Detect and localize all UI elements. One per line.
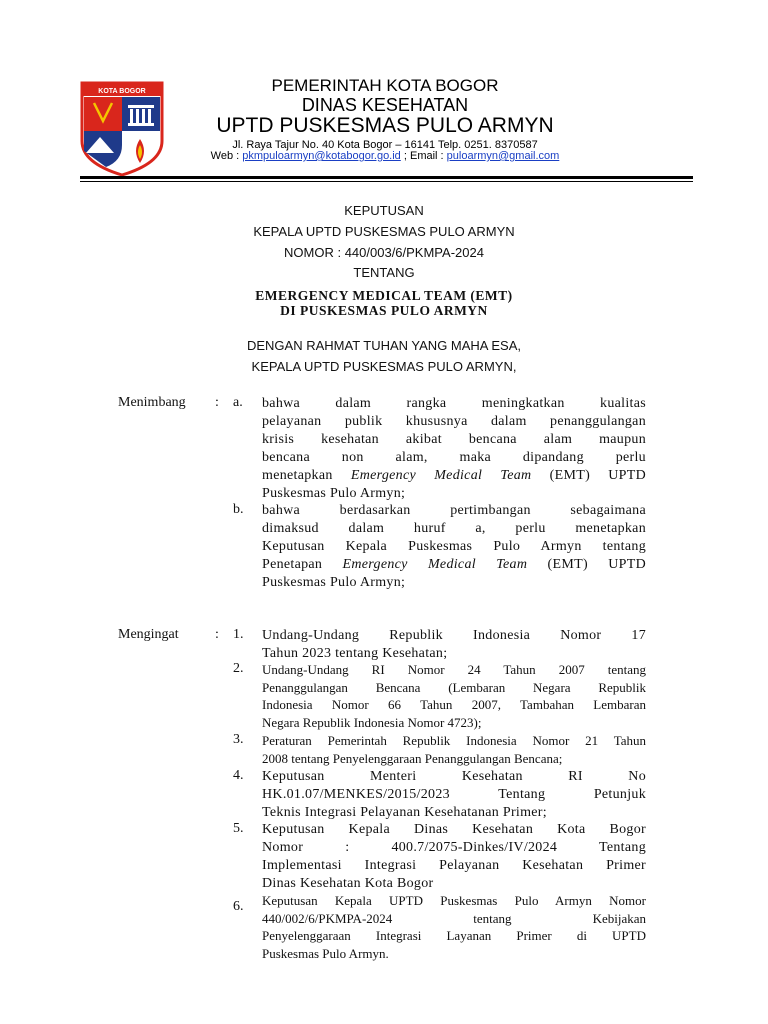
kota-bogor-logo-icon [80, 81, 164, 177]
mengingat-item-6: Keputusan Kepala UPTD Puskesmas Pulo Armyn Nomor 440/002/6/PKMPA-2024 tentang Kebijakan Penyelenggaraan Integrasi Layanan Primer di UPTD Puskesmas Pulo Armyn. [262, 893, 646, 961]
menimbang-marker-b: b. [233, 502, 244, 517]
mengingat-item-4: Keputusan Menteri Kesehatan RI No HK.01.07/MENKES/2015/2023 Tentang Petunjuk Teknis Integrasi Pelayanan Kesehatanan Primer; [262, 769, 646, 820]
mengingat-marker-2: 2. [233, 661, 244, 676]
mengingat-marker-5: 5. [233, 821, 244, 836]
web-link[interactable]: pkmpuloarmyn@kotabogor.go.id [242, 150, 401, 162]
doc-subject-line2: DI PUSKESMAS PULO ARMYN [280, 303, 488, 318]
mengingat-item-5: Keputusan Kepala Dinas Kesehatan Kota Bogor Nomor : 400.7/2075-Dinkes/IV/2024 Tentang Implementasi Integrasi Pelayanan Kesehatan Primer Dinas Kesehatan Kota Bogor [262, 822, 646, 891]
mengingat-colon: : [215, 627, 219, 642]
mengingat-marker-3: 3. [233, 732, 244, 747]
email-prefix: ; Email : [400, 150, 447, 162]
invocation: DENGAN RAHMAT TUHAN YANG MAHA ESA, [246, 338, 521, 353]
letterhead-contact [160, 150, 610, 162]
issuer-title: KEPALA UPTD PUSKESMAS PULO ARMYN, [251, 359, 517, 374]
menimbang-label: Menimbang [118, 395, 186, 410]
letterhead-department: DINAS KESEHATAN [301, 95, 469, 115]
letterhead-address: Jl. Raya Tajur No. 40 Kota Bogor – 16141 Telp. 0251. 8370587 [232, 139, 538, 151]
letterhead-divider-thin [80, 181, 693, 182]
letterhead-government: PEMERINTAH KOTA BOGOR [271, 76, 499, 95]
letterhead-institution: UPTD PUSKESMAS PULO ARMYN [216, 114, 554, 137]
doc-number: NOMOR : 440/003/6/PKMPA-2024 [284, 245, 484, 260]
web-prefix: Web : [210, 150, 243, 162]
doc-subject-line1: EMERGENCY MEDICAL TEAM (EMT) [255, 288, 513, 303]
menimbang-colon: : [215, 395, 219, 410]
mengingat-item-2: Undang-Undang RI Nomor 24 Tahun 2007 tentang Penanggulangan Bencana (Lembaran Negara Republik Indonesia Nomor 66 Tahun 2007, Tambahan Lembaran Negara Republik Indonesia Nomor 4723); [262, 662, 646, 730]
menimbang-point-a: bahwa dalam rangka meningkatkan kualitas pelayanan publik khususnya dalam penanggulangan krisis kesehatan akibat bencana alam maupun bencana non alam, maka dipandang perlu menetapkan Emergency Medical Team (EMT) UPTD Puskesmas Pulo Armyn; [262, 396, 646, 501]
mengingat-marker-1: 1. [233, 627, 244, 642]
menimbang-point-b: bahwa berdasarkan pertimbangan sebagaimana dimaksud dalam huruf a, perlu menetapkan Keputusan Kepala Puskesmas Pulo Armyn tentang Penetapan Emergency Medical Team (EMT) UPTD Puskesmas Pulo Armyn; [262, 503, 646, 590]
mengingat-item-1: Undang-Undang Republik Indonesia Nomor 17 Tahun 2023 tentang Kesehatan; [262, 628, 646, 661]
mengingat-item-3: Peraturan Pemerintah Republik Indonesia Nomor 21 Tahun 2008 tentang Penyelenggaraan Penanggulangan Bencana; [262, 733, 646, 766]
logo-label: KOTA BOGOR [98, 88, 146, 95]
letterhead-divider-thick [80, 176, 693, 179]
mengingat-marker-4: 4. [233, 768, 244, 783]
doc-issuer: KEPALA UPTD PUSKESMAS PULO ARMYN [253, 224, 515, 239]
doc-about: TENTANG [353, 265, 415, 280]
email-link[interactable]: puloarmyn@gmail.com [446, 150, 560, 162]
mengingat-label: Mengingat [118, 627, 179, 642]
doc-type: KEPUTUSAN [344, 203, 424, 218]
menimbang-marker-a: a. [233, 395, 243, 410]
mengingat-marker-6: 6. [233, 899, 244, 914]
